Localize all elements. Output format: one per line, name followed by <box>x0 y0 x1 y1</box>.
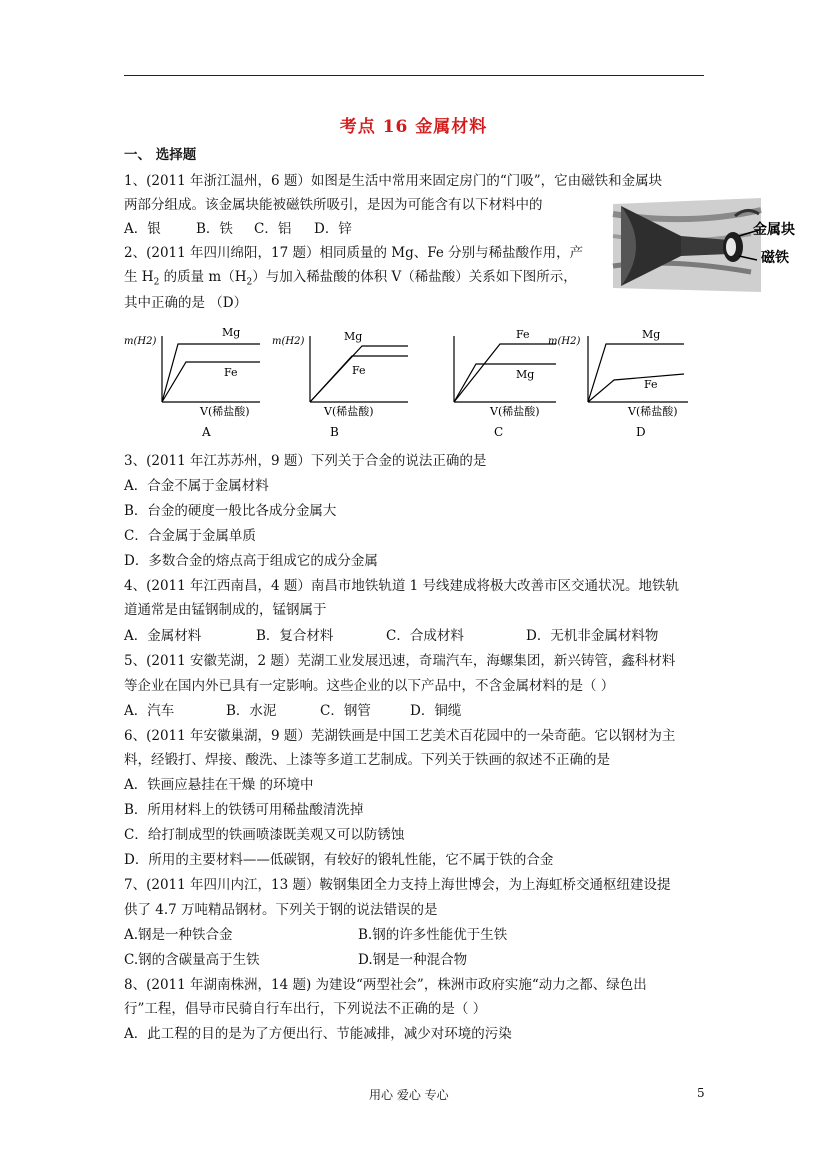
footer-motto: 用心 爱心 专心 <box>369 1088 449 1102</box>
q6-line-1: 6、(2011 年安徽巢湖，9 题）芜湖铁画是中国工艺美术百花园中的一朵奇葩。它以钢材为主 <box>124 728 676 744</box>
graph-a <box>124 322 274 444</box>
svg-text:Mg: Mg <box>642 328 661 341</box>
q1-option-c: C．铝 <box>254 221 292 237</box>
q2-line-1: 2、(2011 年四川绵阳，17 题）相同质量的 Mg、Fe 分别与稀盐酸作用，产 <box>124 245 584 261</box>
q2-line-3: 其中正确的是 （D） <box>124 295 248 311</box>
svg-text:Mg: Mg <box>222 326 241 339</box>
label-metal-block: 金属块 <box>753 222 795 238</box>
svg-text:B: B <box>330 425 339 439</box>
q1-line-1: 1、(2011 年浙江温州，6 题）如图是生活中常用来固定房门的“门吸”，它由磁铁和金属块 <box>124 173 663 189</box>
q7-line-1: 7、(2011 年四川内江，13 题）鞍钢集团全力支持上海世博会，为上海虹桥交通枢纽建设提 <box>124 877 671 893</box>
q6-option-b: B．所用材料上的铁锈可用稀盐酸清洗掉 <box>124 802 364 818</box>
header-rule <box>124 75 704 76</box>
q6-option-c: C．给打制成型的铁画喷漆既美观又可以防锈蚀 <box>124 827 405 843</box>
q1-option-d: D．锌 <box>314 221 352 237</box>
svg-text:m(H2): m(H2) <box>124 336 157 347</box>
q7-line-2: 供了 4.7 万吨精品钢材。下列关于钢的说法错误的是 <box>124 902 438 918</box>
page-number: 5 <box>697 1086 705 1100</box>
door-stopper-image <box>611 196 807 294</box>
q1-option-a: A．银 <box>124 221 161 237</box>
svg-text:m(H2): m(H2) <box>272 336 305 347</box>
svg-text:Fe: Fe <box>516 328 530 341</box>
svg-text:V(稀盐酸): V(稀盐酸) <box>200 405 250 418</box>
svg-text:Fe: Fe <box>352 364 366 377</box>
svg-text:V(稀盐酸): V(稀盐酸) <box>324 405 374 418</box>
svg-text:C: C <box>494 425 504 439</box>
q6-option-a: A．铁画应悬挂在干燥 的环境中 <box>124 777 314 793</box>
q8-line-2: 行”工程，倡导市民骑自行车出行，下列说法不正确的是（ ） <box>124 1001 487 1017</box>
label-magnet: 磁铁 <box>761 250 789 266</box>
svg-text:Fe: Fe <box>644 378 658 391</box>
svg-text:Fe: Fe <box>224 366 238 379</box>
q5-line-2: 等企业在国内外已具有一定影响。这些企业的以下产品中，不含金属材料的是（ ） <box>124 678 615 694</box>
graph-b <box>272 322 422 444</box>
section-heading: 一、 选择题 <box>124 147 197 163</box>
q3-option-a: A．合金不属于金属材料 <box>124 478 269 494</box>
svg-text:Mg: Mg <box>516 368 535 381</box>
q4-line-2: 道通常是由锰钢制成的，锰钢属于 <box>124 602 327 618</box>
q7-options-row-1: A.钢是一种铁合金 B.钢的许多性能优于生铁 <box>124 927 508 943</box>
q4-options: A．金属材料 B．复合材料 C．合成材料 D．无机非金属材料物 <box>124 628 659 644</box>
q3-option-c: C．合金属于金属单质 <box>124 528 256 544</box>
svg-text:A: A <box>202 425 211 439</box>
q3-option-d: D．多数合金的熔点高于组成它的成分金属 <box>124 553 378 569</box>
q1-option-b: B．铁 <box>196 221 233 237</box>
q5-line-1: 5、(2011 安徽芜湖，2 题）芜湖工业发展迅速，奇瑞汽车，海螺集团，新兴铸管，鑫科材料 <box>124 653 676 669</box>
q4-line-1: 4、(2011 年江西南昌，4 题）南昌市地铁轨道 1 号线建成将极大改善市区交通状况。地铁轨 <box>124 578 680 594</box>
svg-text:m(H2): m(H2) <box>548 336 581 347</box>
q3-option-b: B．台金的硬度一般比各成分金属大 <box>124 503 337 519</box>
q8-option-a: A．此工程的目的是为了方便出行、节能减排，减少对环境的污染 <box>124 1026 512 1042</box>
page-title: 考点 16 金属材料 <box>339 117 488 137</box>
svg-text:V(稀盐酸): V(稀盐酸) <box>490 405 540 418</box>
q1-options <box>124 220 352 238</box>
q7-options-row-2: C.钢的含碳量高于生铁 D.钢是一种混合物 <box>124 952 468 968</box>
graph-d <box>548 322 698 444</box>
q1-line-2: 两部分组成。该金属块能被磁铁所吸引，是因为可能含有以下材料中的 <box>124 197 543 213</box>
svg-text:D: D <box>636 425 646 439</box>
q2-line-2: 生 $H_2$ 的质量 $m(H_2)$与加入稀盐酸的体积 V（稀盐酸）关系如下图所示， <box>124 269 577 288</box>
q6-option-d: D．所用的主要材料——低碳钢，有较好的锻轧性能，它不属于铁的合金 <box>124 852 554 868</box>
q3-stem: 3、(2011 年江苏苏州，9 题）下列关于合金的说法正确的是 <box>124 453 487 469</box>
svg-text:V(稀盐酸): V(稀盐酸) <box>628 405 678 418</box>
q5-options: A．汽车 B．水泥 C．钢管 D．铜缆 <box>124 703 462 719</box>
q8-line-1: 8、(2011 年湖南株洲，14 题) 为建设“两型社会”，株洲市政府实施“动力之都、绿色出 <box>124 977 647 993</box>
svg-text:Mg: Mg <box>344 330 363 343</box>
q6-line-2: 料，经锻打、焊接、酸洗、上漆等多道工艺制成。下列关于铁画的叙述不正确的是 <box>124 752 610 768</box>
